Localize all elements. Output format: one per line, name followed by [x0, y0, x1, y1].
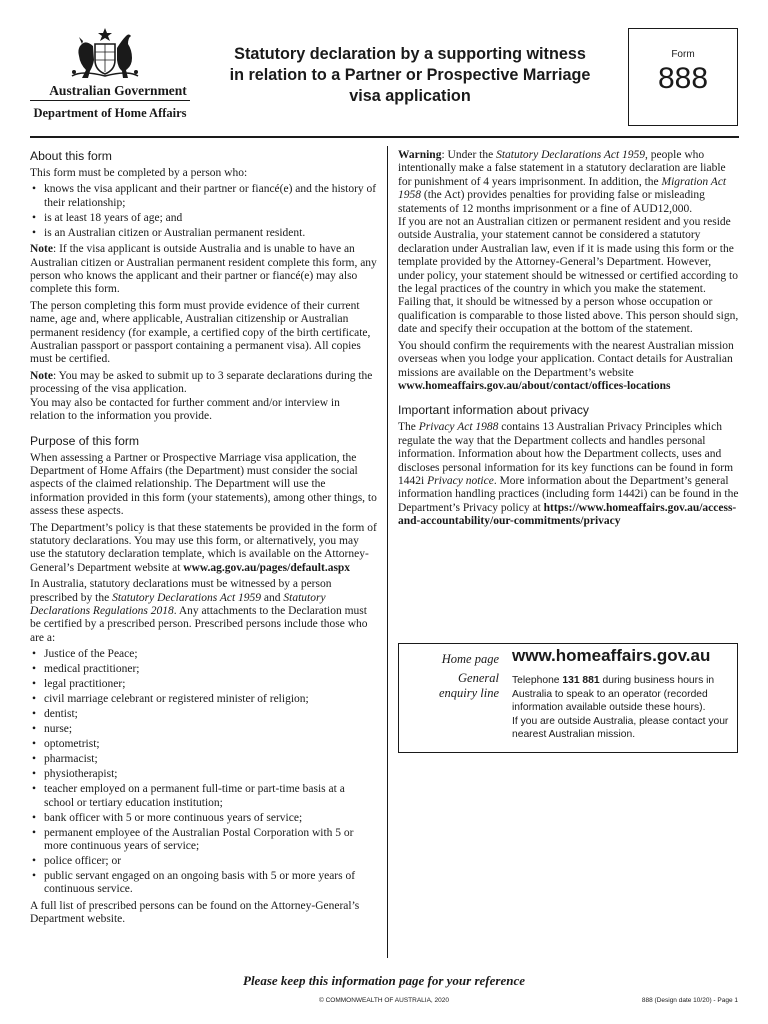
- purpose-paragraph: When assessing a Partner or Prospective Marriage visa application, the Department of Home Affairs (the Department) must consider the social aspects of the claimed relationship. The Department will use the information provided in this form (your statements), among other things, to assess these aspects.: [30, 451, 377, 518]
- note-paragraph: [30, 370, 377, 397]
- warning-text: (the Act) provides penalties for providing false or misleading statements of 12 months imprisonment or a fine of AUD12,000.: [398, 189, 705, 215]
- contact-box: [398, 643, 738, 753]
- form-title-line: in relation to a Partner or Prospective Marriage: [229, 66, 591, 84]
- form-title-line: visa application: [349, 87, 471, 105]
- privacy-text: The: [398, 421, 419, 434]
- list-item: • public servant engaged on an ongoing basis with 5 or more years of continuous service.: [30, 870, 377, 897]
- witness-text: and: [261, 591, 284, 604]
- form-label: Form: [671, 49, 695, 60]
- note-text: : If the visa applicant is outside Australia and is unable to have an Australian citizen or Australian permanent resident complete this form, any person who knows the applicant and their partner or fiancé(e) may also complete this form.: [30, 243, 377, 296]
- list-item: • knows the visa applicant and their partner or fiancé(e) and the history of their relationship;: [30, 183, 377, 210]
- about-intro: This form must be completed by a person who:: [30, 167, 248, 179]
- column-divider: [387, 146, 388, 958]
- list-item: • medical practitioner;: [30, 663, 377, 676]
- enquiry-label-line: enquiry line: [438, 686, 499, 700]
- evidence-paragraph: The person completing this form must provide evidence of their current name, age and, where applicable, Australian citizenship or Australian permanent residency (for example, a certified copy of the birth certificate, Australian passport or passport containing a permanent visa). All copies must be certified.: [30, 299, 371, 366]
- form-number-box: [628, 28, 738, 126]
- form-title: [205, 44, 615, 107]
- list-item: • Justice of the Peace;: [30, 648, 377, 661]
- home-page-label: Home page: [441, 652, 499, 666]
- header-divider: [30, 136, 739, 138]
- list-item: • pharmacist;: [30, 753, 377, 766]
- enquiry-line-label: [399, 671, 499, 701]
- list-item: • dentist;: [30, 708, 377, 721]
- note-text: : You may be asked to submit up to 3 separate declarations during the processing of the visa application.: [30, 369, 373, 396]
- privacy-notice-name: Privacy notice: [427, 474, 494, 487]
- witness-paragraph: [30, 578, 377, 645]
- form-number: 888: [657, 62, 709, 95]
- government-divider: [30, 100, 190, 101]
- department-name: Department of Home Affairs: [33, 106, 187, 120]
- home-page-link[interactable]: www.homeaffairs.gov.au: [512, 646, 711, 665]
- telephone-text: Telephone: [512, 675, 563, 686]
- witness-text: . Any attachments to the Declaration must be certified by a prescribed person. Prescribed persons include those who are a:: [30, 604, 368, 644]
- enquiry-label-line: General: [458, 671, 499, 685]
- note-label: Note: [30, 243, 53, 256]
- outside-australia-contact: If you are outside Australia, please contact your nearest Australian mission.: [512, 715, 729, 740]
- list-item: • civil marriage celebrant or registered minister of religion;: [30, 693, 377, 706]
- telephone-text: during business hours in Australia to speak to an operator (recorded information available outside these hours).: [512, 675, 715, 713]
- list-item: • optometrist;: [30, 738, 377, 751]
- warning-paragraph: [398, 149, 740, 216]
- privacy-text: . More information about the Department’s general information handling practices (including form 1442i) can be found in the Department’s Privacy policy at: [398, 474, 739, 514]
- act-name: Statutory Declarations Act 1959: [496, 149, 646, 161]
- list-item: • physiotherapist;: [30, 768, 377, 781]
- witness-text: In Australia, statutory declarations must be witnessed by a person prescribed by the: [30, 578, 332, 604]
- warning-text: : Under the: [441, 149, 497, 161]
- prescribed-persons-list: [30, 648, 377, 897]
- left-column: [30, 149, 377, 937]
- policy-text: The Department’s policy is that these statements be provided in the form of statutory declarations. You may use this form, or alternatively, you may use the statutory declaration template, which is available on the Attorney-General’s Department website at: [30, 521, 377, 574]
- list-item: • nurse;: [30, 723, 377, 736]
- privacy-text: contains 13 Australian Privacy Principles which regulate the way that the Department collects and handles personal information. Information about how the Department collects, uses and discloses personal information for its key functions can be found in form 1442i: [398, 421, 734, 487]
- enquiry-details: [512, 674, 732, 742]
- note-paragraph: [30, 243, 377, 297]
- list-item: • is at least 18 years of age; and: [30, 212, 377, 225]
- about-section: [30, 149, 377, 424]
- list-item: • legal practitioner;: [30, 678, 377, 691]
- form-title-line: Statutory declaration by a supporting witness: [234, 45, 586, 63]
- outside-australia-paragraph: If you are not an Australian citizen or permanent resident and you reside outside Australia, your statement cannot be considered a statutory declaration under Australian law, even if it is made using this form or the template provided by the Attorney-General’s Department. However, under policy, your statement should be witnessed or certified according to the legal practices of the country in which you make the statement. Failing that, it should be witnessed by a person whose occupation or qualification is comparable to those listed above. This person should sign, date and specify their occupation at the bottom of the statement.: [398, 216, 739, 336]
- ag-website-link[interactable]: www.ag.gov.au/pages/default.aspx: [183, 561, 351, 574]
- about-heading: About this form: [30, 149, 112, 163]
- act-name: Migration Act 1958: [398, 175, 727, 202]
- list-item: • teacher employed on a permanent full-time or part-time basis at a school or tertiary education institution;: [30, 783, 377, 810]
- eligibility-list: [30, 183, 377, 240]
- act-name: Statutory Declarations Act 1959: [112, 591, 262, 604]
- right-column: [398, 149, 740, 539]
- regulations-name: Statutory Declarations Regulations 2018: [30, 591, 326, 617]
- purpose-section: [30, 434, 377, 927]
- note-label: Note: [30, 369, 53, 382]
- policy-paragraph: [30, 522, 377, 576]
- coat-of-arms-icon: [62, 26, 148, 84]
- privacy-section: [398, 403, 740, 528]
- privacy-heading: Important information about privacy: [398, 403, 590, 418]
- warning-label: Warning: [398, 149, 442, 161]
- copyright-text: © COMMONWEALTH OF AUSTRALIA, 2020: [319, 997, 449, 1004]
- list-item: • bank officer with 5 or more continuous years of service;: [30, 812, 377, 825]
- offices-locations-link[interactable]: www.homeaffairs.gov.au/about/contact/offices-locations: [398, 379, 671, 392]
- warning-section: [398, 149, 740, 393]
- page-identifier: 888 (Design date 10/20) - Page 1: [641, 997, 738, 1004]
- telephone-number[interactable]: 131 881: [562, 675, 600, 686]
- act-name: Privacy Act 1988: [418, 421, 499, 434]
- purpose-heading: Purpose of this form: [30, 433, 140, 448]
- list-item: • is an Australian citizen or Australian permanent resident.: [30, 227, 377, 240]
- list-item: • police officer; or: [30, 855, 377, 868]
- footer-note: Please keep this information page for your reference: [243, 973, 525, 988]
- full-list-paragraph: A full list of prescribed persons can be found on the Attorney-General’s Department website.: [30, 899, 360, 926]
- privacy-paragraph: [398, 421, 740, 528]
- warning-text: , people who intentionally make a false statement in a statutory declaration are liable for punishment of 4 years imprisonment. In addition, the: [398, 149, 726, 188]
- page-header: [0, 0, 768, 152]
- privacy-policy-link[interactable]: https://www.homeaffairs.gov.au/access-and-accountability/our-commitments/privacy: [398, 501, 737, 528]
- list-item: • permanent employee of the Australian Postal Corporation with 5 or more continuous years of service;: [30, 827, 377, 854]
- contact-paragraph: You may also be contacted for further comment and/or interview in relation to the information you provide.: [30, 396, 340, 423]
- confirm-paragraph: [398, 340, 740, 394]
- confirm-text: You should confirm the requirements with the nearest Australian mission overseas when you lodge your application. Contact details for Australian missions are available on the Department’s website: [398, 339, 734, 379]
- government-name: Australian Government: [49, 83, 187, 98]
